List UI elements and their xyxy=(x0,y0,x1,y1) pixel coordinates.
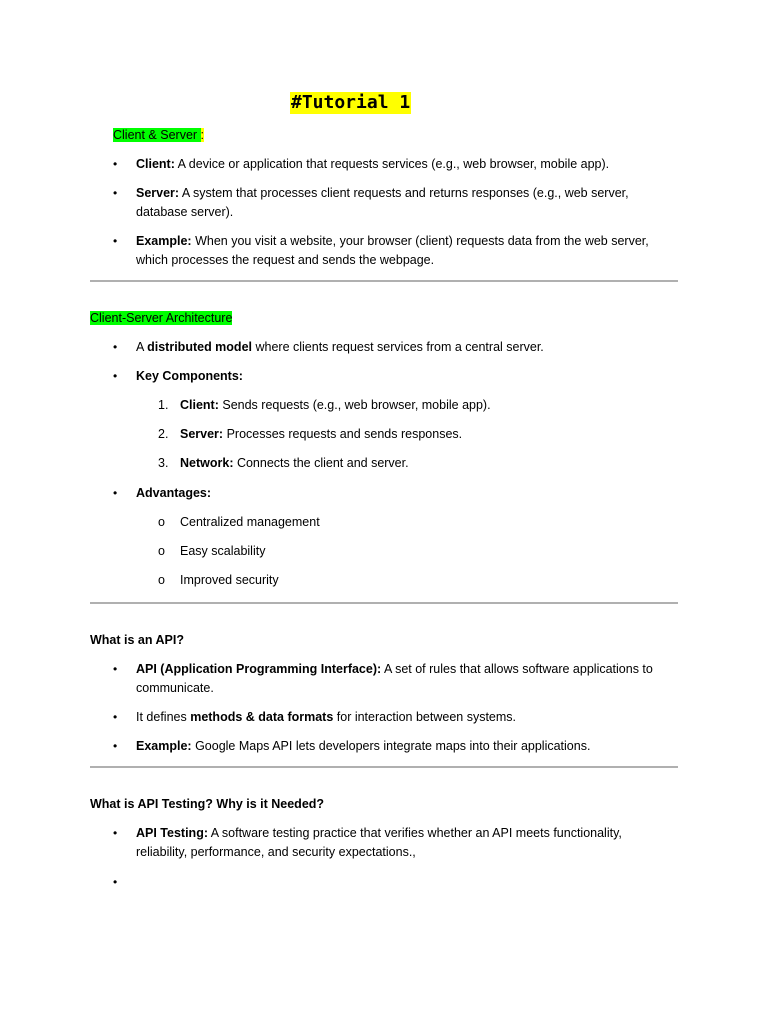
item-text: A system that processes client requests and returns responses (e.g., web server, database server). xyxy=(136,186,629,219)
bullet-icon: • xyxy=(113,662,118,676)
list-item-advantages: Advantages: xyxy=(136,486,212,500)
list-item-client xyxy=(136,155,676,174)
item-term: Server: xyxy=(180,427,224,441)
bullet-icon: • xyxy=(113,739,118,753)
section-heading-api-testing: What is API Testing? Why is it Needed? xyxy=(90,797,325,811)
item-text: Processes requests and sends responses. xyxy=(223,427,463,441)
bullet-icon: • xyxy=(113,486,118,500)
item-text: where clients request services from a central server. xyxy=(252,340,544,354)
list-item-server xyxy=(136,184,676,222)
item-term: Network: xyxy=(180,456,234,470)
list-item-example xyxy=(136,232,676,270)
item-text: A set of rules that allows software applications to communicate. xyxy=(136,662,653,695)
item-term: methods & data formats xyxy=(190,710,334,724)
item-term: Example: xyxy=(136,234,192,248)
item-text: Sends requests (e.g., web browser, mobile app). xyxy=(218,398,491,412)
bullet-icon: • xyxy=(113,234,118,248)
section-heading-architecture xyxy=(90,310,232,326)
item-text: It defines xyxy=(136,710,191,724)
list-item-key-components: Key Components: xyxy=(136,369,243,383)
list-number: 1. xyxy=(158,398,169,412)
page-title: #Tutorial 1 xyxy=(291,92,411,113)
component-network xyxy=(180,454,720,473)
list-number: 2. xyxy=(158,427,169,441)
horizontal-divider xyxy=(90,766,678,768)
bullet-icon: • xyxy=(113,826,118,840)
list-item-methods-data-formats xyxy=(136,708,676,727)
item-text: for interaction between systems. xyxy=(333,710,517,724)
item-term: API (Application Programming Interface): xyxy=(136,662,382,676)
item-text: When you visit a website, your browser (client) requests data from the web server, which processes the request and sends the webpage. xyxy=(136,234,649,267)
list-item-api-definition xyxy=(136,660,676,698)
section-heading-what-is-api: What is an API? xyxy=(90,633,184,647)
item-text: A software testing practice that verifies whether an API meets functionality, reliability, performance, and security expectations., xyxy=(136,826,622,859)
advantage-item: Easy scalability xyxy=(180,544,266,558)
list-item-api-example xyxy=(136,737,676,756)
bullet-icon: • xyxy=(113,369,118,383)
circle-bullet-icon: o xyxy=(158,515,165,529)
heading-highlight-green: Client & Server xyxy=(113,128,201,142)
component-server xyxy=(180,425,720,444)
bullet-icon: • xyxy=(113,340,118,354)
component-client xyxy=(180,396,720,415)
circle-bullet-icon: o xyxy=(158,544,165,558)
list-item-distributed-model xyxy=(136,338,676,357)
list-number: 3. xyxy=(158,456,169,470)
horizontal-divider xyxy=(90,280,678,282)
advantage-item: Centralized management xyxy=(180,515,320,529)
bullet-icon: • xyxy=(113,710,118,724)
item-text: A xyxy=(136,340,148,354)
item-text: Google Maps API lets developers integrate maps into their applications. xyxy=(191,739,591,753)
item-text: A device or application that requests services (e.g., web browser, mobile app). xyxy=(174,157,610,171)
item-term: distributed model xyxy=(147,340,252,354)
advantage-item: Improved security xyxy=(180,573,279,587)
heading-highlight-yellow: : xyxy=(200,128,205,142)
item-term: Server: xyxy=(136,186,180,200)
list-item-api-testing xyxy=(136,824,676,862)
section-heading-client-server xyxy=(113,127,204,143)
circle-bullet-icon: o xyxy=(158,573,165,587)
item-term: Client: xyxy=(136,157,175,171)
horizontal-divider xyxy=(90,602,678,604)
bullet-icon: • xyxy=(113,875,118,889)
item-term: Example: xyxy=(136,739,192,753)
heading-highlight-green: Client-Server Architecture xyxy=(90,311,233,325)
item-text: Connects the client and server. xyxy=(233,456,409,470)
bullet-icon: • xyxy=(113,157,118,171)
item-term: Client: xyxy=(180,398,219,412)
item-term: API Testing: xyxy=(136,826,208,840)
bullet-icon: • xyxy=(113,186,118,200)
